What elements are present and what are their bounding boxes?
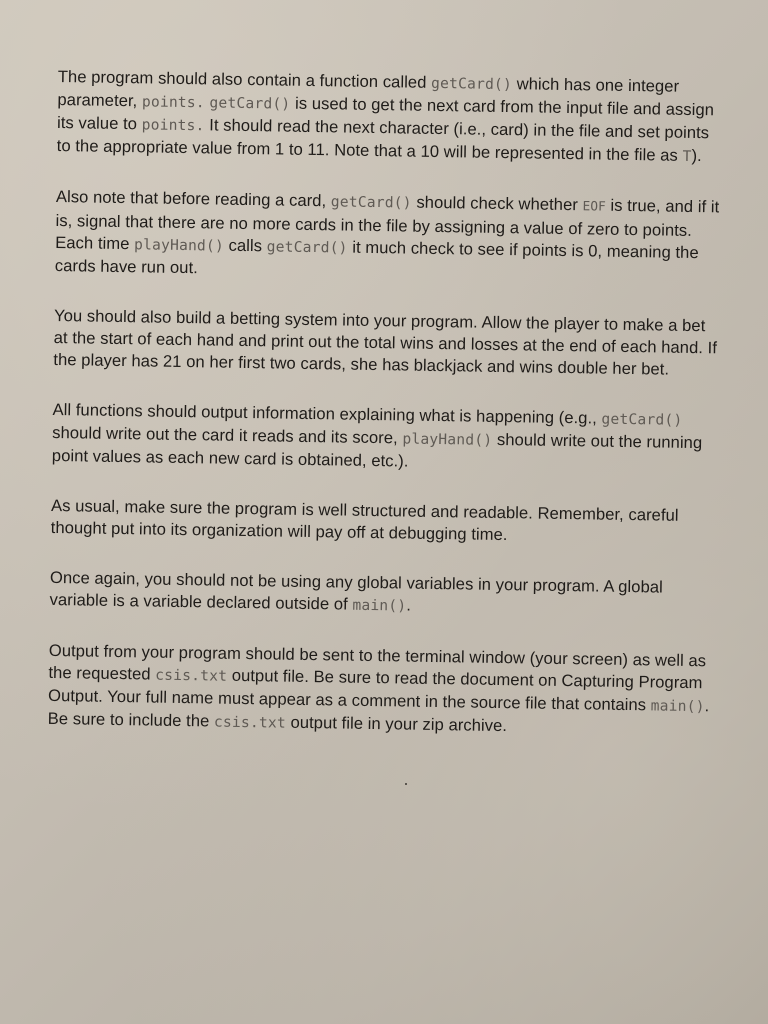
code-playhand: playHand() — [402, 430, 493, 449]
text-run: . — [406, 595, 412, 615]
text-run: should write out the running point values as each new card is obtained, etc.). — [51, 429, 703, 471]
text-run: is used to get the next card from the input file and assign its value to — [56, 93, 715, 134]
text-run: calls — [223, 235, 267, 256]
text-run: which has one integer parameter, — [57, 74, 680, 111]
paragraph-getcard-function — [57, 66, 726, 168]
text-run: should write out the card it reads and its score, — [52, 422, 403, 448]
text-run: output file in your zip archive. — [285, 712, 508, 736]
code-csis-txt: csis.txt — [155, 666, 228, 685]
code-getcard: getCard() — [330, 193, 412, 212]
paragraph-function-output — [52, 399, 721, 477]
code-playhand: playHand() — [133, 236, 225, 255]
paragraph-global-variables — [49, 567, 718, 622]
code-points: points. — [141, 93, 205, 112]
paragraph-betting-system — [53, 305, 722, 381]
code-csis-txt: csis.txt — [213, 713, 287, 732]
paper-speck — [405, 783, 407, 785]
paragraph-eof-check — [55, 186, 724, 287]
code-getcard: getCard() — [209, 94, 291, 113]
text-run: Once again, you should not be using any global variables in your program. A global variable is a variable declared outside of — [49, 567, 663, 614]
text-run: it much check to see if points is 0, meaning the cards have run out. — [54, 237, 699, 278]
text-run: Also note that before reading a card, — [55, 186, 332, 211]
code-main: main() — [352, 596, 407, 615]
paragraph-structure — [51, 495, 720, 549]
code-main: main() — [650, 697, 705, 716]
code-t: T — [682, 147, 692, 165]
text-run: is true, and if it is, signal that there are no more cards in the file by assigning a value of zero to points. Each time — [55, 195, 720, 254]
document-body — [47, 66, 726, 769]
text-run: You should also build a betting system into your program. Allow the player to make a bet at the start of each hand and print out the total wins and losses at the end of each hand. If the player has 21 on her first two cards, she has blackjack and wins double her bet. — [53, 305, 718, 379]
code-getcard: getCard() — [266, 238, 348, 257]
text-run: As usual, make sure the program is well structured and readable. Remember, careful thought put into its organization will pay off at debugging time. — [50, 495, 679, 545]
text-run: All functions should output information explaining what is happening (e.g., — [52, 399, 602, 428]
text-run: The program should also contain a function called — [57, 66, 432, 92]
text-run: Output from your program should be sent to the terminal window (your screen) as well as the requested — [48, 640, 707, 684]
text-run: should check whether — [411, 192, 583, 215]
text-run: output file. Be sure to read the document on Capturing Program Output. Your full name must appear as a comment in the source file that contains — [47, 665, 703, 715]
code-points: points. — [141, 116, 205, 135]
text-run: . Be sure to include the — [47, 696, 710, 731]
code-getcard: getCard() — [430, 74, 513, 94]
paragraph-program-output — [48, 640, 717, 741]
code-eof: EOF — [582, 199, 606, 215]
text-run: ). — [691, 145, 702, 166]
text-run: It should read the next character (i.e., card) in the file and set points to the appropriate value from 1 to 11. Note that a 10 will be represented in the file as — [56, 115, 710, 165]
code-getcard: getCard() — [601, 410, 683, 429]
